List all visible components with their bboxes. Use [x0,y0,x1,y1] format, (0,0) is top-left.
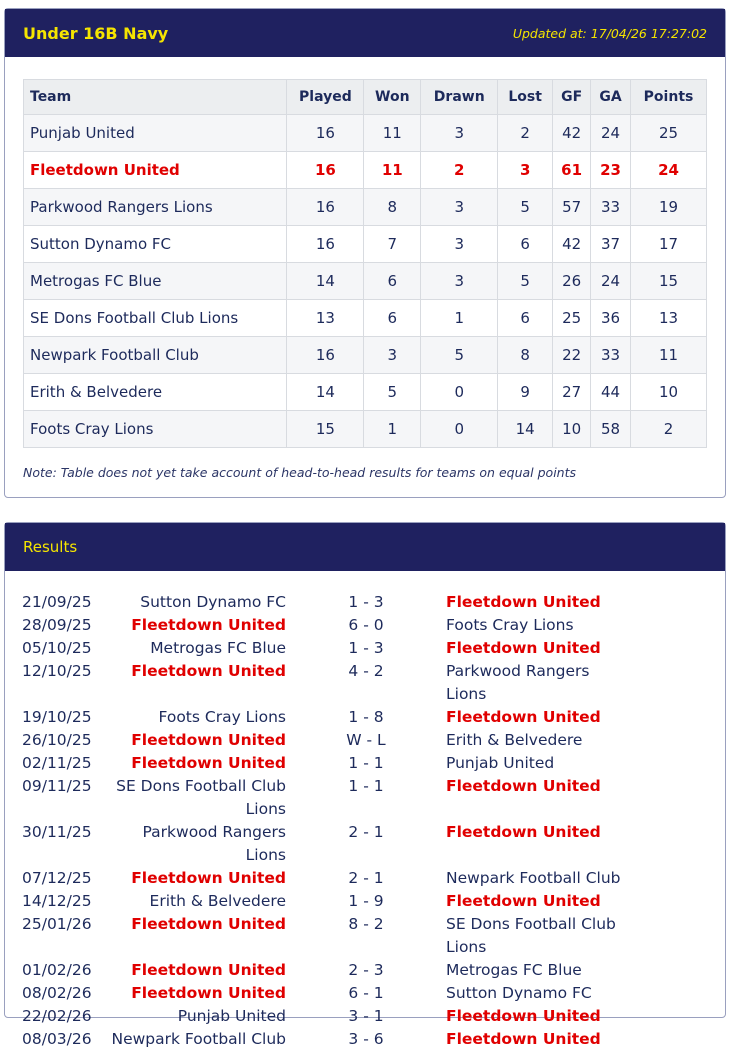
result-date: 25/01/26 [22,915,92,933]
result-row [22,982,712,1005]
result-home: Fleetdown United [131,915,286,933]
result-home: Erith & Belvedere [149,892,286,910]
result-away: Fleetdown United [446,1007,601,1025]
cell-gf: 61 [553,152,591,189]
result-home: Newpark Football Club [111,1030,286,1048]
result-away: Fleetdown United [446,1030,601,1048]
standings-row [24,337,707,374]
cell-team: Foots Cray Lions [24,411,287,448]
result-away: Fleetdown United [446,892,601,910]
result-row [22,752,712,775]
result-row [22,1005,712,1028]
result-score: 2 - 1 [348,823,384,841]
cell-points: 17 [631,226,707,263]
cell-won: 5 [364,374,421,411]
table-note: Note: Table does not yet take account of head-to-head results for teams on equal points [23,465,576,480]
result-score: 3 - 1 [348,1007,384,1025]
result-away: Fleetdown United [446,777,601,795]
result-home: Punjab United [177,1007,286,1025]
result-score: 4 - 2 [348,662,384,680]
result-score: 1 - 9 [348,892,384,910]
cell-points: 13 [631,300,707,337]
result-date: 02/11/25 [22,754,92,772]
result-away: Erith & Belvedere [446,731,583,749]
cell-lost: 8 [498,337,553,374]
cell-ga: 36 [591,300,631,337]
cell-drawn: 5 [421,337,498,374]
cell-points: 11 [631,337,707,374]
cell-team: Fleetdown United [24,152,287,189]
col-header-played[interactable]: Played [287,80,364,115]
result-date: 28/09/25 [22,616,92,634]
result-home: SE Dons Football Club Lions [116,777,286,818]
cell-points: 24 [631,152,707,189]
cell-points: 15 [631,263,707,300]
cell-team: Sutton Dynamo FC [24,226,287,263]
cell-ga: 24 [591,263,631,300]
cell-gf: 27 [553,374,591,411]
result-row [22,867,712,890]
cell-drawn: 3 [421,189,498,226]
standings-header-row [24,80,707,115]
col-header-drawn[interactable]: Drawn [421,80,498,115]
cell-team: Erith & Belvedere [24,374,287,411]
cell-drawn: 2 [421,152,498,189]
result-away: Fleetdown United [446,593,601,611]
cell-drawn: 3 [421,226,498,263]
result-score: 3 - 6 [348,1030,384,1048]
result-row [22,775,712,821]
result-row [22,821,712,867]
result-row [22,1028,712,1051]
standings-row [24,374,707,411]
cell-drawn: 1 [421,300,498,337]
cell-gf: 22 [553,337,591,374]
col-header-gf[interactable]: GF [553,80,591,115]
cell-won: 7 [364,226,421,263]
cell-played: 16 [287,152,364,189]
results-title: Results [23,538,78,556]
cell-played: 15 [287,411,364,448]
result-home: Fleetdown United [131,662,286,680]
result-row [22,614,712,637]
result-home: Sutton Dynamo FC [140,593,286,611]
standings-table [23,79,707,448]
result-home: Metrogas FC Blue [150,639,286,657]
result-score: 1 - 1 [348,777,384,795]
cell-lost: 6 [498,226,553,263]
result-home: Foots Cray Lions [158,708,286,726]
cell-ga: 37 [591,226,631,263]
standings-row [24,300,707,337]
result-row [22,660,712,706]
result-score: 6 - 1 [348,984,384,1002]
result-row [22,591,712,614]
cell-lost: 2 [498,115,553,152]
standings-row [24,263,707,300]
cell-points: 2 [631,411,707,448]
result-date: 12/10/25 [22,662,92,680]
col-header-ga[interactable]: GA [591,80,631,115]
result-score: 1 - 3 [348,593,384,611]
cell-points: 10 [631,374,707,411]
result-home: Fleetdown United [131,616,286,634]
result-date: 08/02/26 [22,984,92,1002]
updated-timestamp: Updated at: 17/04/26 17:27:02 [512,25,707,41]
result-away: Fleetdown United [446,639,601,657]
cell-lost: 14 [498,411,553,448]
cell-ga: 33 [591,337,631,374]
cell-played: 14 [287,263,364,300]
standings-row [24,226,707,263]
result-home: Fleetdown United [131,754,286,772]
result-row [22,729,712,752]
result-date: 22/02/26 [22,1007,92,1025]
result-row [22,913,712,959]
cell-gf: 10 [553,411,591,448]
result-away: Foots Cray Lions [446,616,574,634]
result-away: Parkwood Rangers Lions [446,662,590,703]
cell-played: 16 [287,226,364,263]
result-away: Newpark Football Club [446,869,621,887]
result-score: 2 - 3 [348,961,384,979]
result-home: Fleetdown United [131,869,286,887]
result-date: 30/11/25 [22,823,92,841]
cell-ga: 23 [591,152,631,189]
cell-played: 16 [287,189,364,226]
cell-team: Punjab United [24,115,287,152]
result-row [22,637,712,660]
col-header-lost[interactable]: Lost [498,80,553,115]
result-away: Fleetdown United [446,823,601,841]
cell-won: 11 [364,115,421,152]
col-header-won[interactable]: Won [364,80,421,115]
cell-played: 16 [287,115,364,152]
league-table-header [5,9,725,57]
cell-lost: 6 [498,300,553,337]
cell-lost: 5 [498,189,553,226]
result-away: Punjab United [446,754,555,772]
result-score: 1 - 3 [348,639,384,657]
result-away: SE Dons Football Club Lions [446,915,616,956]
cell-won: 6 [364,263,421,300]
result-home: Fleetdown United [131,731,286,749]
result-score: 6 - 0 [348,616,384,634]
result-away: Fleetdown United [446,708,601,726]
cell-drawn: 0 [421,374,498,411]
cell-lost: 9 [498,374,553,411]
cell-drawn: 0 [421,411,498,448]
result-date: 01/02/26 [22,961,92,979]
cell-drawn: 3 [421,263,498,300]
cell-won: 8 [364,189,421,226]
cell-ga: 33 [591,189,631,226]
cell-team: Newpark Football Club [24,337,287,374]
result-date: 21/09/25 [22,593,92,611]
cell-ga: 24 [591,115,631,152]
result-row [22,706,712,729]
result-row [22,890,712,913]
cell-won: 3 [364,337,421,374]
cell-gf: 42 [553,115,591,152]
results-list [22,591,712,1051]
result-score: W - L [346,731,386,749]
result-away: Metrogas FC Blue [446,961,582,979]
cell-gf: 26 [553,263,591,300]
cell-drawn: 3 [421,115,498,152]
result-score: 1 - 8 [348,708,384,726]
standings-row [24,411,707,448]
result-date: 19/10/25 [22,708,92,726]
result-date: 05/10/25 [22,639,92,657]
cell-lost: 5 [498,263,553,300]
result-score: 8 - 2 [348,915,384,933]
result-score: 1 - 1 [348,754,384,772]
cell-played: 13 [287,300,364,337]
result-date: 26/10/25 [22,731,92,749]
standings-row [24,152,707,189]
cell-team: SE Dons Football Club Lions [24,300,287,337]
cell-ga: 58 [591,411,631,448]
cell-lost: 3 [498,152,553,189]
cell-team: Parkwood Rangers Lions [24,189,287,226]
col-header-points[interactable]: Points [631,80,707,115]
result-home: Fleetdown United [131,961,286,979]
cell-ga: 44 [591,374,631,411]
cell-points: 19 [631,189,707,226]
result-date: 14/12/25 [22,892,92,910]
result-away: Sutton Dynamo FC [446,984,592,1002]
col-header-team[interactable]: Team [24,80,287,115]
cell-points: 25 [631,115,707,152]
result-score: 2 - 1 [348,869,384,887]
cell-won: 6 [364,300,421,337]
result-date: 08/03/26 [22,1030,92,1048]
cell-gf: 42 [553,226,591,263]
result-date: 09/11/25 [22,777,92,795]
cell-gf: 57 [553,189,591,226]
cell-played: 16 [287,337,364,374]
standings-row [24,115,707,152]
cell-played: 14 [287,374,364,411]
cell-team: Metrogas FC Blue [24,263,287,300]
result-date: 07/12/25 [22,869,92,887]
league-title: Under 16B Navy [23,23,169,43]
standings-row [24,189,707,226]
results-panel [4,522,726,1048]
results-header [5,523,725,571]
result-home: Fleetdown United [131,984,286,1002]
cell-gf: 25 [553,300,591,337]
result-row [22,959,712,982]
result-home: Parkwood Rangers Lions [142,823,286,864]
cell-won: 11 [364,152,421,189]
cell-won: 1 [364,411,421,448]
league-table-panel [4,8,726,498]
